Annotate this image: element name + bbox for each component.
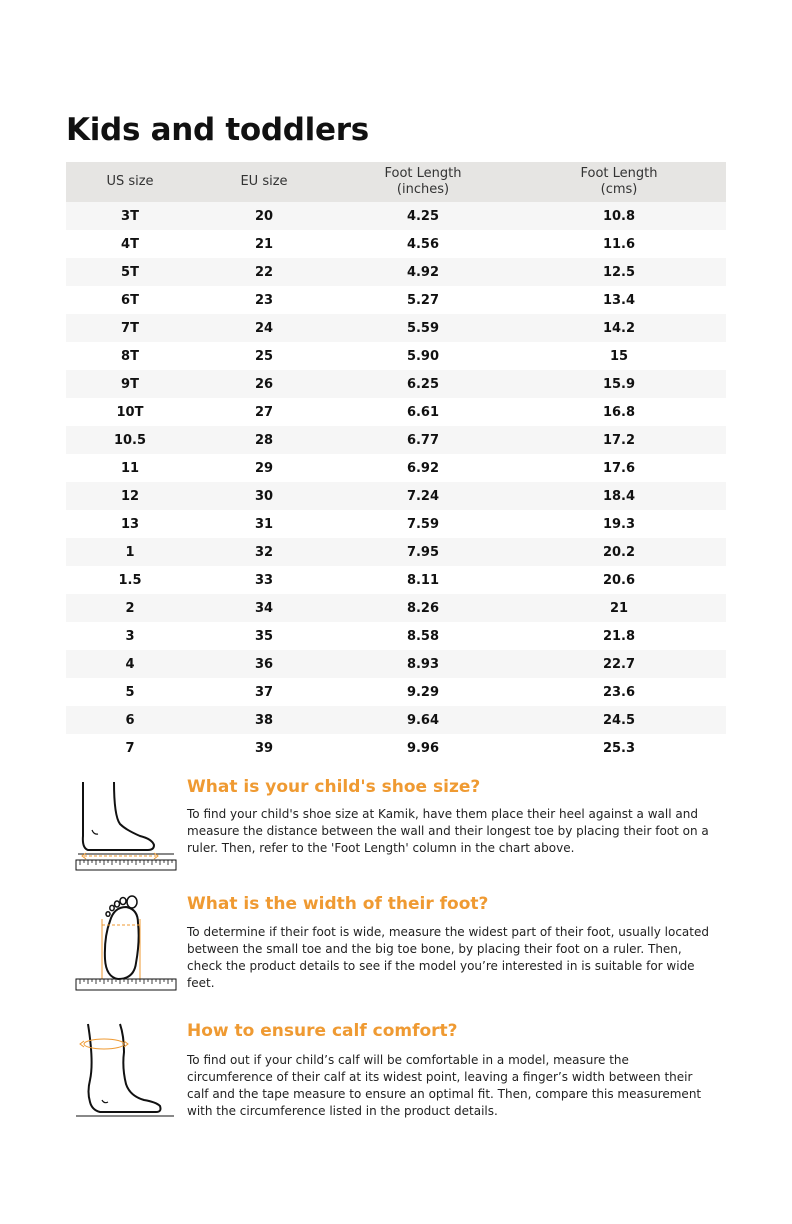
- cell-us-size: 8T: [121, 348, 139, 364]
- cell-us-size: 3: [125, 628, 135, 644]
- cell-us-size: 3T: [121, 208, 139, 224]
- cell-us-size: 6T: [121, 292, 139, 308]
- calf-comfort-heading: How to ensure calf comfort?: [187, 1021, 458, 1041]
- foot-width-text: To determine if their foot is wide, measure the widest part of their foot, usually located between the small toe and the big toe bone, by placing their foot on a ruler. Then, check the product details to see if the model you’re interested in is suitable for wide feet.: [187, 925, 709, 990]
- cell-foot-length-inches: 4.92: [406, 264, 440, 280]
- cell-eu-size: 23: [254, 292, 274, 308]
- table-row: [66, 454, 726, 482]
- cell-eu-size: 33: [254, 572, 274, 588]
- table-row: [66, 202, 726, 230]
- table-row: [66, 566, 726, 594]
- cell-foot-length-cms: 23.6: [602, 684, 636, 700]
- cell-foot-length-inches: 5.59: [406, 320, 440, 336]
- leg-calf-tape-icon: [74, 1022, 178, 1118]
- cell-us-size: 1: [125, 544, 135, 560]
- cell-foot-length-inches: 8.58: [406, 628, 440, 644]
- cell-eu-size: 29: [254, 460, 274, 476]
- table-row: [66, 342, 726, 370]
- cell-foot-length-inches: 6.77: [406, 432, 440, 448]
- header-eu-size: EU size: [240, 174, 288, 189]
- cell-eu-size: 39: [254, 740, 274, 756]
- cell-eu-size: 34: [254, 600, 274, 616]
- cell-eu-size: 28: [254, 432, 274, 448]
- table-row: [66, 734, 726, 762]
- cell-foot-length-cms: 21.8: [602, 628, 636, 644]
- header-us-size: US size: [106, 174, 154, 189]
- cell-foot-length-cms: 18.4: [602, 488, 636, 504]
- cell-us-size: 9T: [121, 376, 139, 392]
- cell-foot-length-inches: 9.29: [406, 684, 440, 700]
- cell-foot-length-inches: 6.25: [406, 376, 440, 392]
- section-calf-comfort: [66, 1020, 726, 1120]
- foot-width-heading: What is the width of their foot?: [187, 894, 489, 914]
- table-row: [66, 370, 726, 398]
- cell-foot-length-cms: 20.6: [602, 572, 636, 588]
- table-row: [66, 230, 726, 258]
- cell-foot-length-cms: 17.6: [602, 460, 636, 476]
- cell-foot-length-inches: 6.92: [406, 460, 440, 476]
- table-row: [66, 314, 726, 342]
- cell-foot-length-cms: 15.9: [602, 376, 636, 392]
- table-body: [66, 202, 726, 762]
- table-row: [66, 594, 726, 622]
- cell-foot-length-cms: 24.5: [602, 712, 636, 728]
- cell-foot-length-cms: 10.8: [602, 208, 636, 224]
- cell-eu-size: 36: [254, 656, 274, 672]
- cell-foot-length-inches: 7.59: [406, 516, 440, 532]
- shoe-size-text: To find your child's shoe size at Kamik, have them place their heel against a wall and measure the distance between the wall and their longest toe by placing their foot on a ruler. Then, refer to the 'Foot Length' column in the chart above.: [187, 807, 709, 855]
- page-title: Kids and toddlers: [66, 112, 369, 148]
- cell-us-size: 7: [125, 740, 135, 756]
- table-row: [66, 622, 726, 650]
- table-row: [66, 510, 726, 538]
- table-row: [66, 258, 726, 286]
- cell-foot-length-cms: 25.3: [602, 740, 636, 756]
- header-foot-length-inches: Foot Length (inches): [384, 166, 462, 197]
- cell-eu-size: 24: [254, 320, 274, 336]
- cell-eu-size: 37: [254, 684, 274, 700]
- cell-foot-length-inches: 4.25: [406, 208, 440, 224]
- cell-eu-size: 38: [254, 712, 274, 728]
- cell-foot-length-cms: 16.8: [602, 404, 636, 420]
- table-row: [66, 482, 726, 510]
- cell-foot-length-inches: 5.27: [406, 292, 440, 308]
- cell-foot-length-inches: 9.64: [406, 712, 440, 728]
- cell-foot-length-cms: 14.2: [602, 320, 636, 336]
- table-row: [66, 426, 726, 454]
- cell-foot-length-cms: 20.2: [602, 544, 636, 560]
- section-shoe-size: [66, 776, 726, 876]
- cell-foot-length-inches: 6.61: [406, 404, 440, 420]
- cell-us-size: 2: [125, 600, 135, 616]
- cell-foot-length-cms: 15: [609, 348, 629, 364]
- cell-eu-size: 35: [254, 628, 274, 644]
- cell-foot-length-cms: 22.7: [602, 656, 636, 672]
- cell-eu-size: 20: [254, 208, 274, 224]
- cell-us-size: 5: [125, 684, 135, 700]
- cell-us-size: 1.5: [118, 572, 142, 588]
- foot-top-ruler-icon: [74, 893, 178, 995]
- cell-foot-length-inches: 8.93: [406, 656, 440, 672]
- cell-foot-length-inches: 7.24: [406, 488, 440, 504]
- section-foot-width: [66, 893, 726, 997]
- cell-us-size: 13: [120, 516, 140, 532]
- cell-foot-length-cms: 19.3: [602, 516, 636, 532]
- cell-us-size: 4: [125, 656, 135, 672]
- table-row: [66, 538, 726, 566]
- cell-foot-length-cms: 21: [609, 600, 629, 616]
- cell-foot-length-inches: 8.11: [406, 572, 440, 588]
- cell-foot-length-cms: 12.5: [602, 264, 636, 280]
- cell-eu-size: 32: [254, 544, 274, 560]
- cell-eu-size: 26: [254, 376, 274, 392]
- foot-side-ruler-icon: [74, 780, 178, 872]
- cell-us-size: 5T: [121, 264, 139, 280]
- size-chart-table: [66, 162, 726, 762]
- cell-eu-size: 31: [254, 516, 274, 532]
- table-row: [66, 286, 726, 314]
- cell-eu-size: 22: [254, 264, 274, 280]
- cell-eu-size: 21: [254, 236, 274, 252]
- cell-foot-length-inches: 7.95: [406, 544, 440, 560]
- shoe-size-heading: What is your child's shoe size?: [187, 777, 481, 797]
- cell-us-size: 12: [120, 488, 140, 504]
- cell-eu-size: 30: [254, 488, 274, 504]
- cell-foot-length-cms: 13.4: [602, 292, 636, 308]
- cell-foot-length-inches: 8.26: [406, 600, 440, 616]
- table-row: [66, 650, 726, 678]
- table-row: [66, 706, 726, 734]
- cell-eu-size: 25: [254, 348, 274, 364]
- cell-us-size: 10T: [116, 404, 144, 420]
- table-row: [66, 678, 726, 706]
- table-row: [66, 398, 726, 426]
- calf-comfort-text: To find out if your child’s calf will be comfortable in a model, measure the circumference of their calf at its widest point, leaving a finger’s width between their calf and the tape measure to ensure an optimal fit. Then, compare this measurement with the circumference listed in the product details.: [187, 1053, 702, 1118]
- cell-us-size: 4T: [121, 236, 139, 252]
- header-foot-length-cms: Foot Length (cms): [580, 166, 658, 197]
- cell-foot-length-cms: 11.6: [602, 236, 636, 252]
- table-header: [66, 162, 726, 202]
- cell-foot-length-inches: 9.96: [406, 740, 440, 756]
- cell-foot-length-inches: 5.90: [406, 348, 440, 364]
- cell-us-size: 10.5: [113, 432, 147, 448]
- cell-foot-length-cms: 17.2: [602, 432, 636, 448]
- cell-us-size: 6: [125, 712, 135, 728]
- cell-us-size: 7T: [121, 320, 139, 336]
- cell-us-size: 11: [120, 460, 140, 476]
- cell-eu-size: 27: [254, 404, 274, 420]
- cell-foot-length-inches: 4.56: [406, 236, 440, 252]
